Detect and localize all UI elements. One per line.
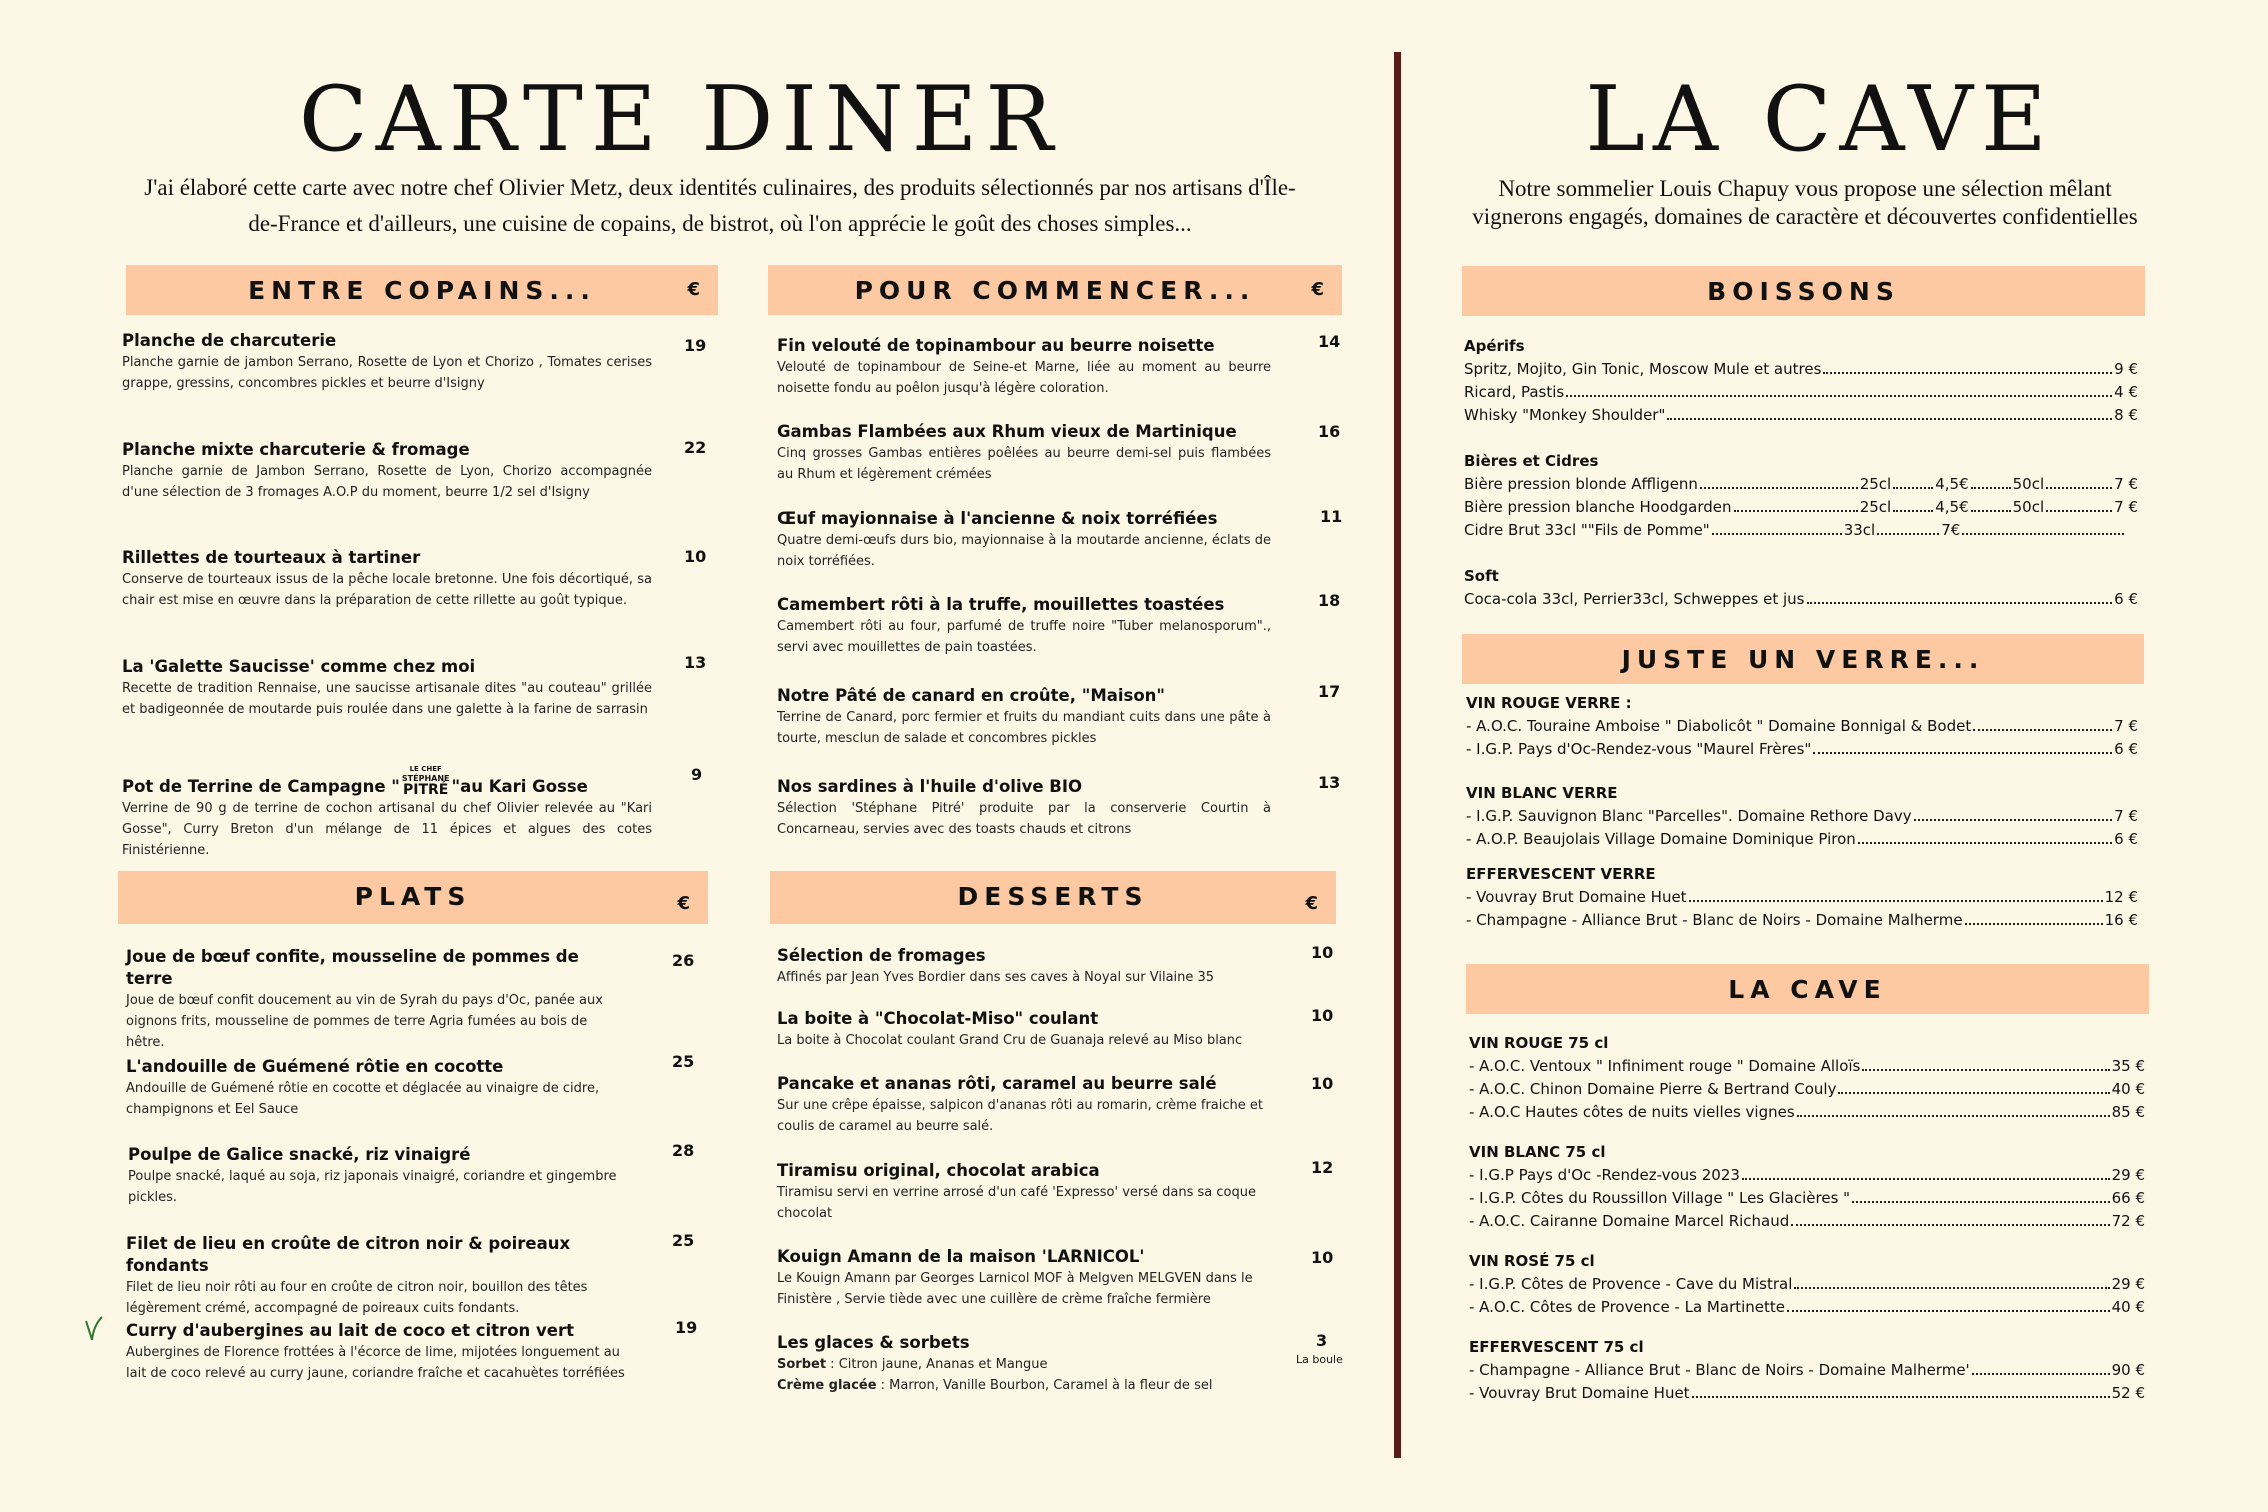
group-heading: VIN ROUGE 75 cl bbox=[1469, 1034, 1609, 1052]
menu-item bbox=[122, 547, 652, 611]
drink-row: Spritz, Mojito, Gin Tonic, Moscow Mule et autres 9 € bbox=[1464, 360, 2138, 378]
group-heading: VIN BLANC VERRE bbox=[1466, 784, 1618, 802]
item-name: Filet de lieu en croûte de citron noir & poireaux fondants bbox=[126, 1234, 571, 1275]
item-price: 10 bbox=[684, 547, 707, 566]
wine-row: - Champagne - Alliance Brut - Blanc de Noirs - Domaine Malherme 16 € bbox=[1466, 911, 2138, 929]
item-description: Camembert rôti au four, parfumé de truffe noire "Tuber melanosporum"., servi avec mouillettes de pain toastées. bbox=[777, 619, 1271, 655]
item-description: Cinq grosses Gambas entières poêlées au beurre demi-sel puis flambées au Rhum et légèrement crémées bbox=[777, 446, 1271, 482]
carte-intro: J'ai élaboré cette carte avec notre chef Olivier Metz, deux identités culinaires, des produits sélectionnés par nos artisans d'Île-de-France et d'ailleurs, une cuisine de copains, de bistrot, où l'on apprécie le goût des choses simples... bbox=[144, 175, 1296, 236]
menu-item bbox=[126, 1320, 626, 1384]
menu-item bbox=[128, 1144, 628, 1208]
wine-row: - Vouvray Brut Domaine Huet 52 € bbox=[1469, 1384, 2145, 1402]
item-price: 10 bbox=[1311, 1006, 1334, 1025]
menu-item bbox=[777, 685, 1271, 749]
drink-row: Whisky "Monkey Shoulder" 8 € bbox=[1464, 406, 2138, 424]
wine-row: - I.G.P Pays d'Oc -Rendez-vous 2023 29 € bbox=[1469, 1166, 2145, 1184]
item-name: Camembert rôti à la truffe, mouillettes toastées bbox=[777, 595, 1225, 614]
drink-row: Coca-cola 33cl, Perrier33cl, Schweppes et jus 6 € bbox=[1464, 590, 2138, 608]
menu-item bbox=[777, 1160, 1277, 1224]
item-description: Filet de lieu noir rôti au four en croûte de citron noir, bouillon des têtes légèrement crémé, accompagné de poireaux cuits fondants. bbox=[126, 1280, 588, 1316]
section-header-entre-copains bbox=[126, 265, 718, 315]
cave-intro: Notre sommelier Louis Chapuy vous propose une sélection mêlant vignerons engagés, domaines de caractère et découvertes confidentielles bbox=[1472, 176, 2138, 229]
item-description: Velouté de topinambour de Seine-et Marne, liée au moment au beurre noisette fondu au poêlon jusqu'à légère coloration. bbox=[777, 360, 1271, 396]
wine-row: - A.O.P. Beaujolais Village Domaine Dominique Piron 6 € bbox=[1466, 830, 2138, 848]
item-description: Sélection 'Stéphane Pitré' produite par la conserverie Courtin à Concarneau, servies avec des toasts chauds et citrons bbox=[777, 801, 1271, 837]
item-description: Planche garnie de jambon Serrano, Rosette de Lyon et Chorizo , Tomates cerises grappe, gressins, concombres pickles et beurre d'Isigny bbox=[122, 355, 652, 391]
item-description: Andouille de Guémené rôtie en cocotte et déglacée au vinaigre de cidre, champignons et Eel Sauce bbox=[126, 1081, 600, 1117]
wine-row: - A.O.C Hautes côtes de nuits vielles vignes 85 € bbox=[1469, 1103, 2145, 1121]
item-description: Tiramisu servi en verrine arrosé d'un café 'Expresso' versé dans sa coque chocolat bbox=[777, 1185, 1256, 1221]
item-name: Kouign Amann de la maison 'LARNICOL' bbox=[777, 1247, 1145, 1266]
item-name: Rillettes de tourteaux à tartiner bbox=[122, 548, 421, 567]
item-name: Nos sardines à l'huile d'olive BIO bbox=[777, 777, 1083, 796]
page-divider bbox=[1394, 52, 1401, 1458]
item-price: 10 bbox=[1311, 1248, 1334, 1267]
menu-item bbox=[777, 1246, 1277, 1310]
section-title: LA CAVE bbox=[1728, 975, 1887, 1004]
section-title: JUSTE UN VERRE... bbox=[1621, 645, 1985, 674]
drink-row: Ricard, Pastis 4 € bbox=[1464, 383, 2138, 401]
item-price: 9 bbox=[691, 765, 703, 784]
section-header-la-cave bbox=[1466, 964, 2149, 1014]
wine-row: - A.O.C. Cairanne Domaine Marcel Richaud 72 € bbox=[1469, 1212, 2145, 1230]
item-price: 13 bbox=[1318, 773, 1341, 792]
item-price: 25 bbox=[672, 1231, 695, 1250]
item-description: Verrine de 90 g de terrine de cochon artisanal du chef Olivier relevée au "Kari Gosse", Curry Breton d'un mélange de 11 épices et algues des cotes Finistérienne. bbox=[122, 801, 652, 858]
item-name-part: Pot de Terrine de Campagne " bbox=[122, 777, 400, 796]
item-name: Sélection de fromages bbox=[777, 946, 986, 965]
sorbet-text: : Citron jaune, Ananas et Mangue bbox=[826, 1357, 1048, 1372]
section-title: DESSERTS bbox=[957, 882, 1149, 911]
menu-item bbox=[777, 1008, 1277, 1051]
menu-item bbox=[777, 335, 1271, 399]
wine-row: - A.O.C. Touraine Amboise " Diabolicôt " Domaine Bonnigal & Bodet 7 € bbox=[1466, 717, 2138, 735]
creme-glacee-text: : Marron, Vanille Bourbon, Caramel à la fleur de sel bbox=[876, 1378, 1213, 1393]
currency-label: € bbox=[687, 279, 700, 300]
item-name: Curry d'aubergines au lait de coco et citron vert bbox=[126, 1321, 574, 1340]
stephane-pitre-logo: LE CHEF STÉPHANE PITRÉ bbox=[401, 765, 450, 798]
item-price: 28 bbox=[672, 1141, 695, 1160]
item-description: Le Kouign Amann par Georges Larnicol MOF à Melgven MELGVEN dans le Finistère , Servie tiède avec une cuillère de crème fraîche fermière bbox=[777, 1271, 1253, 1307]
price-note: La boule bbox=[1296, 1353, 1343, 1366]
item-name: Pancake et ananas rôti, caramel au beurre salé bbox=[777, 1074, 1217, 1093]
creme-glacee-label: Crème glacée bbox=[777, 1378, 877, 1393]
wine-row: - I.G.P. Côtes du Roussillon Village " Les Glacières " 66 € bbox=[1469, 1189, 2145, 1207]
section-title: BOISSONS bbox=[1707, 277, 1900, 306]
page-title-la-cave: LA CAVE bbox=[1585, 67, 2055, 172]
item-name: Planche mixte charcuterie & fromage bbox=[122, 440, 470, 459]
menu-item bbox=[777, 1332, 1277, 1396]
item-price: 18 bbox=[1318, 591, 1341, 610]
page-title-carte-diner: CARTE DINER bbox=[298, 67, 1062, 172]
item-description: Aubergines de Florence frottées à l'écorce de lime, mijotées longuement au lait de coco relevé au curry jaune, coriandre fraîche et cacahuètes torréfiées bbox=[126, 1345, 625, 1381]
item-description bbox=[777, 1375, 1277, 1396]
section-title: PLATS bbox=[354, 882, 472, 911]
item-description: Planche garnie de Jambon Serrano, Rosette de Lyon, Chorizo accompagnée d'une sélection de 3 fromages A.O.P du moment, beurre 1/2 sel d'Isigny bbox=[122, 464, 652, 500]
wine-row: - A.O.C. Ventoux " Infiniment rouge " Domaine Alloïs 35 € bbox=[1469, 1057, 2145, 1075]
section-header-boissons bbox=[1462, 266, 2145, 316]
item-price: 13 bbox=[684, 653, 707, 672]
section-header-juste-un-verre bbox=[1462, 634, 2144, 684]
item-description bbox=[777, 1354, 1277, 1375]
menu-item bbox=[126, 1233, 626, 1319]
menu-item bbox=[777, 421, 1271, 485]
boissons-list bbox=[1464, 335, 2138, 611]
item-price: 26 bbox=[672, 951, 695, 970]
section-title: POUR COMMENCER... bbox=[854, 276, 1256, 305]
item-name: Joue de bœuf confite, mousseline de pommes de terre bbox=[126, 947, 579, 988]
menu-item bbox=[122, 330, 652, 394]
group-heading: EFFERVESCENT 75 cl bbox=[1469, 1338, 1644, 1356]
item-price: 10 bbox=[1311, 1074, 1334, 1093]
wine-row: - A.O.C. Côtes de Provence - La Martinette 40 € bbox=[1469, 1298, 2145, 1316]
section-title: ENTRE COPAINS... bbox=[248, 276, 596, 305]
item-name: Poulpe de Galice snacké, riz vinaigré bbox=[128, 1145, 471, 1164]
item-name: La 'Galette Saucisse' comme chez moi bbox=[122, 657, 476, 676]
item-price: 14 bbox=[1318, 332, 1341, 351]
menu-item bbox=[122, 656, 652, 720]
drink-row: Bière pression blanche Hoodgarden 25cl 4,5€ 50cl 7 € bbox=[1464, 498, 2138, 516]
menu-item bbox=[777, 594, 1271, 658]
section-header-plats bbox=[118, 871, 708, 924]
sorbet-label: Sorbet bbox=[777, 1357, 827, 1372]
cave-list bbox=[1469, 1032, 2145, 1405]
vegetarian-leaf-icon bbox=[82, 1313, 104, 1347]
item-description: Recette de tradition Rennaise, une saucisse artisanale dites "au couteau" grillée et badigeonnée de moutarde puis roulée dans une galette à la farine de sarrasin bbox=[122, 681, 652, 717]
wine-row: - Champagne - Alliance Brut - Blanc de Noirs - Domaine Malherme' 90 € bbox=[1469, 1361, 2145, 1379]
item-price: 16 bbox=[1318, 422, 1341, 441]
group-heading: Apérifs bbox=[1464, 337, 1525, 355]
item-description: Poulpe snacké, laqué au soja, riz japonais vinaigré, coriandre et gingembre pickles. bbox=[128, 1169, 617, 1205]
wine-row: - I.G.P. Pays d'Oc-Rendez-vous "Maurel Frères" 6 € bbox=[1466, 740, 2138, 758]
item-name: Notre Pâté de canard en croûte, "Maison" bbox=[777, 686, 1166, 705]
item-description: Quatre demi-œufs durs bio, mayionnaise à la moutarde ancienne, éclats de noix torréfiées. bbox=[777, 533, 1271, 569]
wine-row: - I.G.P. Sauvignon Blanc "Parcelles". Domaine Rethore Davy 7 € bbox=[1466, 807, 2138, 825]
item-description: Sur une crêpe épaisse, salpicon d'ananas rôti au romarin, crème fraiche et coulis de caramel au beurre salé. bbox=[777, 1098, 1264, 1134]
menu-item bbox=[777, 776, 1271, 840]
item-price: 11 bbox=[1320, 507, 1343, 526]
currency-label: € bbox=[677, 893, 690, 914]
menu-item bbox=[777, 945, 1277, 988]
group-heading: Soft bbox=[1464, 567, 1499, 585]
section-header-pour-commencer bbox=[768, 265, 1342, 315]
wine-row: - Vouvray Brut Domaine Huet 12 € bbox=[1466, 888, 2138, 906]
wine-row: - I.G.P. Côtes de Provence - Cave du Mistral 29 € bbox=[1469, 1275, 2145, 1293]
item-name bbox=[122, 765, 652, 798]
item-description: Joue de bœuf confit doucement au vin de Syrah du pays d'Oc, panée aux oignons frits, mousseline de pommes de terre Agria fumées au bois de hêtre. bbox=[126, 993, 603, 1050]
menu-item bbox=[122, 765, 652, 861]
item-name: Gambas Flambées aux Rhum vieux de Martinique bbox=[777, 422, 1237, 441]
item-name: Œuf mayionnaise à l'ancienne & noix torréfiées bbox=[777, 509, 1218, 528]
drink-row: Bière pression blonde Affligenn 25cl 4,5€ 50cl 7 € bbox=[1464, 475, 2138, 493]
item-price: 22 bbox=[684, 438, 707, 457]
item-price: 12 bbox=[1311, 1158, 1334, 1177]
drink-row: Cidre Brut 33cl ""Fils de Pomme" 33cl 7€ bbox=[1464, 519, 2126, 542]
group-heading: Bières et Cidres bbox=[1464, 452, 1599, 470]
item-description: Terrine de Canard, porc fermier et fruits du mandiant cuits dans une pâte à tourte, mesclun de salade et concombres pickles bbox=[777, 710, 1271, 746]
item-price: 19 bbox=[684, 336, 707, 355]
section-header-desserts bbox=[770, 871, 1336, 924]
currency-label: € bbox=[1311, 279, 1324, 300]
item-description: Affinés par Jean Yves Bordier dans ses caves à Noyal sur Vilaine 35 bbox=[777, 970, 1215, 985]
item-price: 25 bbox=[672, 1052, 695, 1071]
item-description: Conserve de tourteaux issus de la pêche locale bretonne. Une fois décortiqué, sa chair est mise en œuvre dans la préparation de cette rillette au goût typique. bbox=[122, 572, 652, 608]
group-heading: EFFERVESCENT VERRE bbox=[1466, 865, 1656, 883]
verre-list bbox=[1466, 692, 2138, 932]
item-description: La boite à Chocolat coulant Grand Cru de Guanaja relevé au Miso blanc bbox=[777, 1033, 1243, 1048]
group-heading: VIN BLANC 75 cl bbox=[1469, 1143, 1606, 1161]
menu-item bbox=[777, 1073, 1277, 1137]
menu-item bbox=[122, 439, 652, 503]
group-heading: VIN ROUGE VERRE : bbox=[1466, 694, 1632, 712]
item-name-part: "au Kari Gosse bbox=[451, 777, 588, 796]
menu-item bbox=[777, 508, 1271, 572]
item-price: 3 bbox=[1316, 1331, 1328, 1350]
item-name: Tiramisu original, chocolat arabica bbox=[777, 1161, 1100, 1180]
item-name: Fin velouté de topinambour au beurre noisette bbox=[777, 336, 1215, 355]
group-heading: VIN ROSÉ 75 cl bbox=[1469, 1252, 1595, 1270]
menu-item bbox=[126, 946, 626, 1053]
item-price: 10 bbox=[1311, 943, 1334, 962]
item-name: Planche de charcuterie bbox=[122, 331, 337, 350]
item-name: La boite à "Chocolat-Miso" coulant bbox=[777, 1009, 1099, 1028]
wine-row: - A.O.C. Chinon Domaine Pierre & Bertrand Couly 40 € bbox=[1469, 1080, 2145, 1098]
item-price: 19 bbox=[675, 1318, 698, 1337]
currency-label: € bbox=[1305, 893, 1318, 914]
item-name: Les glaces & sorbets bbox=[777, 1333, 970, 1352]
item-name: L'andouille de Guémené rôtie en cocotte bbox=[126, 1057, 504, 1076]
item-price: 17 bbox=[1318, 682, 1341, 701]
menu-item bbox=[126, 1056, 626, 1120]
